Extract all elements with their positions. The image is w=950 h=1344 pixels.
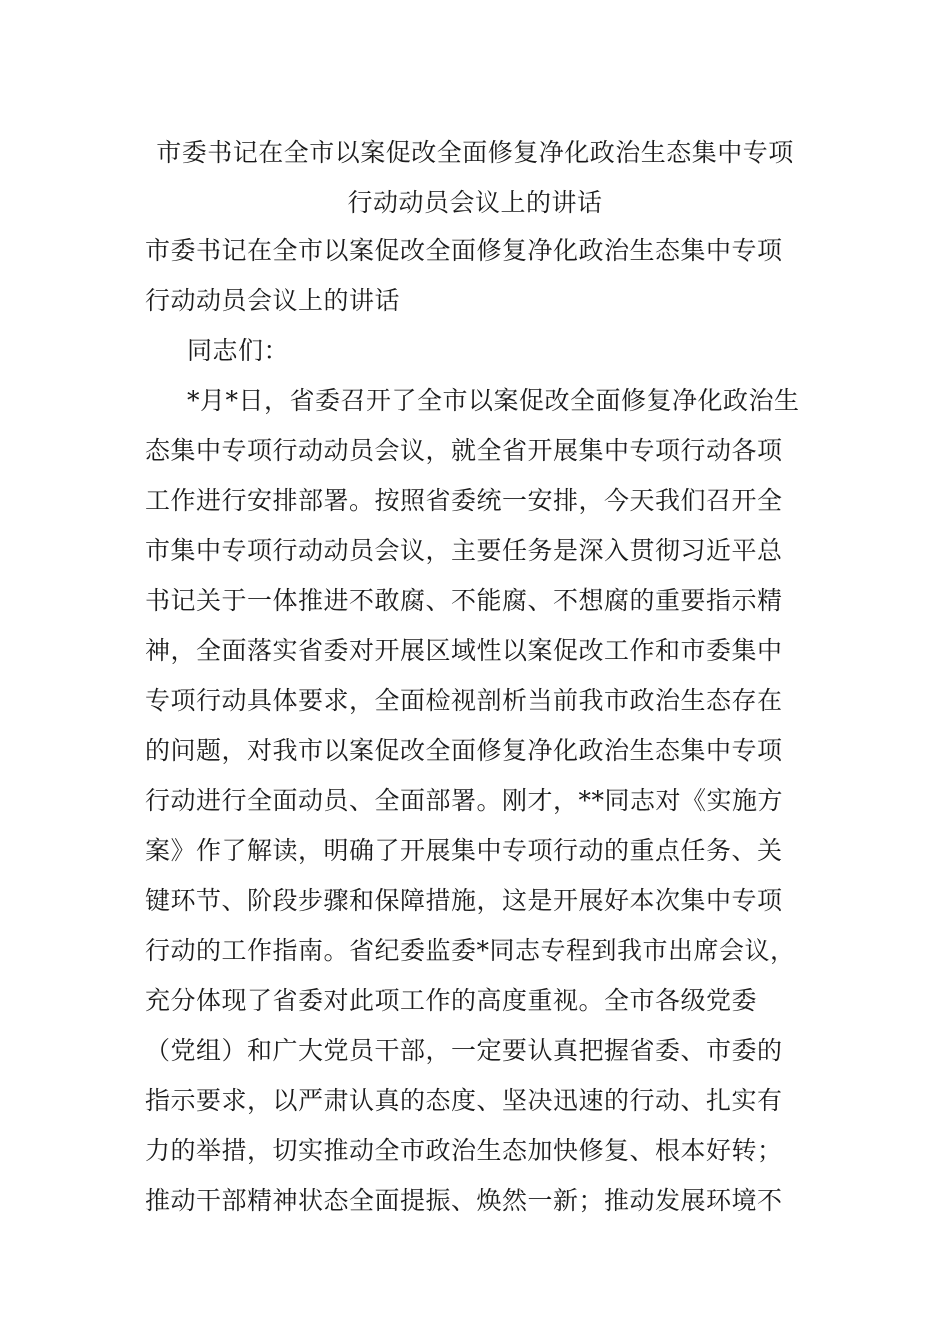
salutation: 同志们：: [187, 336, 290, 365]
document-body: [145, 226, 805, 1226]
paragraph-line: 力的举措，切实推动全市政治生态加快修复、根本好转；: [145, 1136, 783, 1165]
paragraph-line: 案》作了解读，明确了开展集中专项行动的重点任务、关: [145, 836, 783, 865]
title-line-2: 行动动员会议上的讲话: [347, 188, 603, 217]
document-title: [145, 128, 805, 228]
paragraph-line: 书记关于一体推进不敢腐、不能腐、不想腐的重要指示精: [145, 586, 783, 615]
paragraph-line: 态集中专项行动动员会议，就全省开展集中专项行动各项: [145, 436, 783, 465]
repeated-title-line-2: 行动动员会议上的讲话: [145, 286, 401, 315]
paragraph-line: （党组）和广大党员干部，一定要认真把握省委、市委的: [145, 1036, 783, 1065]
paragraph-line: 指示要求，以严肃认真的态度、坚决迅速的行动、扎实有: [145, 1086, 783, 1115]
paragraph-line: 行动进行全面动员、全面部署。刚才，**同志对《实施方: [145, 786, 784, 815]
paragraph-line: 行动的工作指南。省纪委监委*同志专程到我市出席会议，: [145, 936, 796, 965]
paragraph-line: *月*日，省委召开了全市以案促改全面修复净化政治生: [187, 386, 800, 415]
speech-paragraph: [145, 376, 805, 1226]
paragraph-line: 推动干部精神状态全面提振、焕然一新；推动发展环境不: [145, 1186, 783, 1215]
paragraph-line: 的问题，对我市以案促改全面修复净化政治生态集中专项: [145, 736, 783, 765]
repeated-title-line-1: 市委书记在全市以案促改全面修复净化政治生态集中专项: [145, 236, 783, 265]
paragraph-line: 神，全面落实省委对开展区域性以案促改工作和市委集中: [145, 636, 783, 665]
title-line-1: 市委书记在全市以案促改全面修复净化政治生态集中专项: [156, 138, 794, 167]
paragraph-line: 专项行动具体要求，全面检视剖析当前我市政治生态存在: [145, 686, 783, 715]
paragraph-line: 键环节、阶段步骤和保障措施，这是开展好本次集中专项: [145, 886, 783, 915]
paragraph-line: 市集中专项行动动员会议，主要任务是深入贯彻习近平总: [145, 536, 783, 565]
repeated-title: [145, 226, 805, 326]
paragraph-line: 工作进行安排部署。按照省委统一安排，今天我们召开全: [145, 486, 783, 515]
paragraph-line: 充分体现了省委对此项工作的高度重视。全市各级党委: [145, 986, 758, 1015]
